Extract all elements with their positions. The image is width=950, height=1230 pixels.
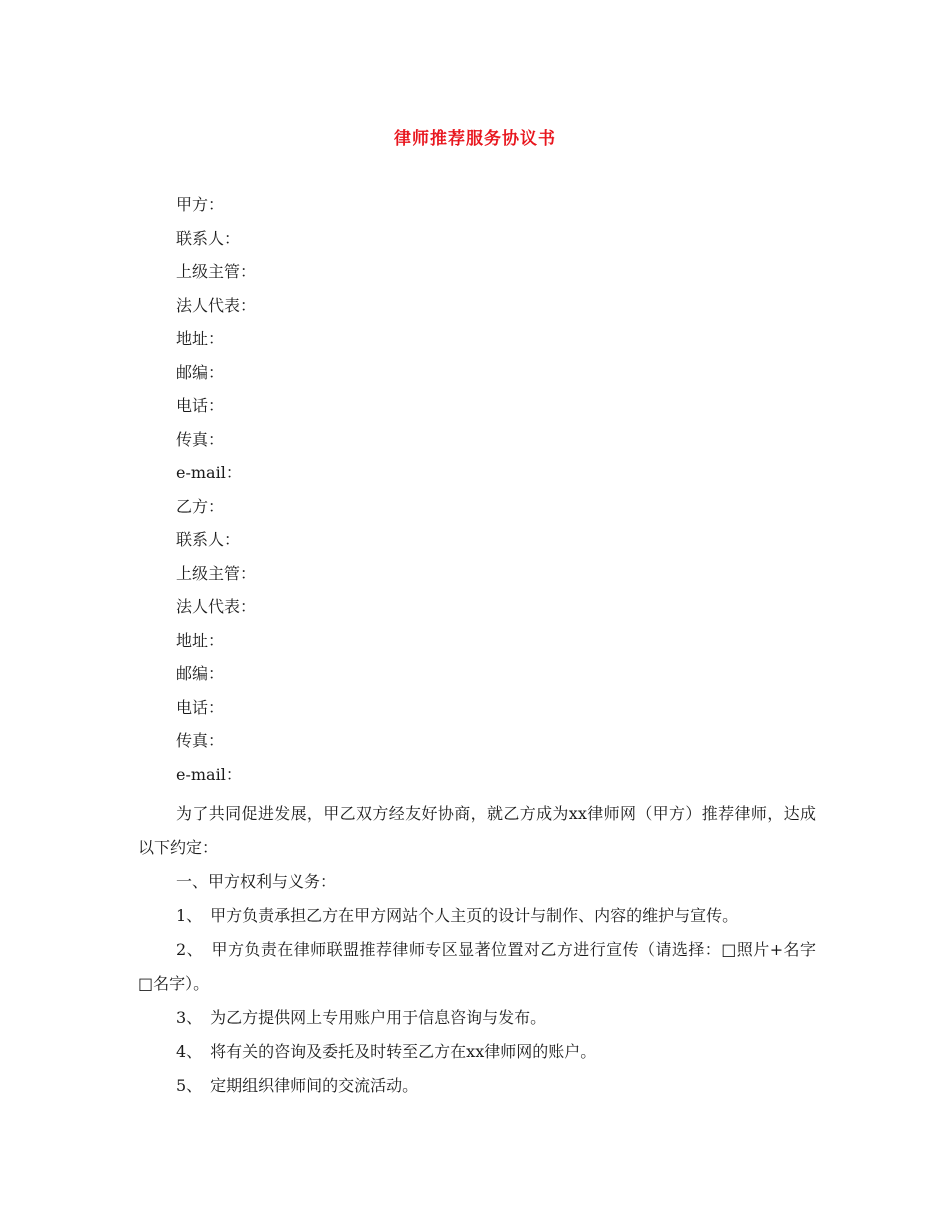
party-a-legal-rep: 法人代表： — [176, 295, 257, 315]
party-b-email: e-mail： — [176, 764, 242, 784]
party-b-address: 地址： — [176, 630, 225, 650]
party-a-phone: 电话： — [176, 396, 225, 415]
party-b-contact: 联系人： — [176, 530, 241, 549]
party-b-fax: 传真： — [176, 731, 225, 750]
list-item: 4、 将有关的咨询及委托及时转至乙方在xx律师网的账户。 — [176, 1042, 597, 1061]
party-info-fields — [176, 194, 796, 797]
section-heading: 一、甲方权利与义务： — [176, 872, 337, 891]
party-b-supervisor: 上级主管： — [176, 563, 257, 583]
party-a-supervisor: 上级主管： — [176, 262, 257, 281]
agreement-body — [138, 797, 833, 1103]
document-title: 律师推荐服务协议书 — [394, 129, 556, 149]
list-item: 1、 甲方负责承担乙方在甲方网站个人主页的设计与制作、内容的维护与宣传。 — [176, 906, 739, 925]
list-item: 3、 为乙方提供网上专用账户用于信息咨询与发布。 — [176, 1008, 547, 1027]
intro-paragraph: 为了共同促进发展，甲乙双方经友好协商，就乙方成为xx律师网（甲方）推荐律师，达成以下约定： — [138, 804, 816, 857]
party-a-fax: 传真： — [176, 429, 225, 449]
party-b-label: 乙方： — [176, 496, 225, 516]
party-b-phone: 电话： — [176, 697, 225, 717]
party-a-address: 地址： — [176, 329, 225, 348]
party-a-contact: 联系人： — [176, 228, 241, 248]
list-item: 2、 甲方负责在律师联盟推荐律师专区显著位置对乙方进行宣传（请选择：□照片+名字 □名字）。 — [138, 940, 833, 993]
party-b-postcode: 邮编： — [176, 664, 225, 683]
party-a-email: e-mail： — [176, 463, 242, 482]
party-a-postcode: 邮编： — [176, 362, 225, 382]
list-item: 5、 定期组织律师间的交流活动。 — [176, 1076, 419, 1095]
party-a-label: 甲方： — [176, 195, 225, 214]
party-b-legal-rep: 法人代表： — [176, 597, 257, 616]
